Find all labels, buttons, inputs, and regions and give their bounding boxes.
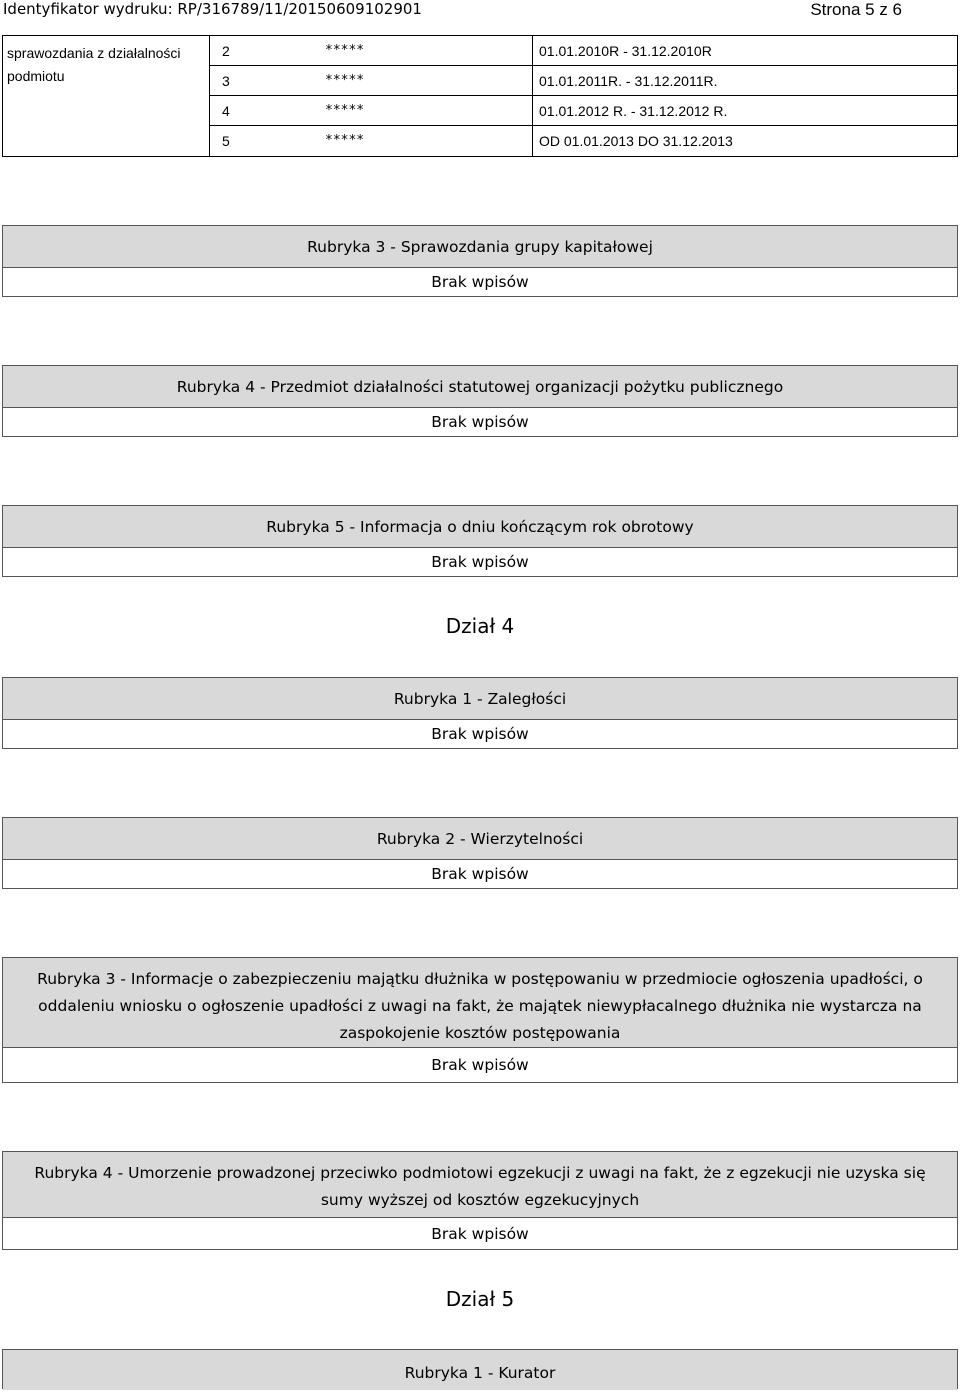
section-title	[3, 958, 957, 1048]
section-title-line: sumy wyższej od kosztów egzekucyjnych	[320, 1191, 640, 1209]
section-d4-rubryka-2	[2, 817, 958, 889]
table-row	[210, 66, 957, 96]
row-code: *****	[325, 103, 365, 118]
row-code: *****	[325, 133, 365, 148]
row-number: 4	[222, 103, 230, 119]
table-row	[210, 126, 957, 156]
dzial-4-heading: Dział 4	[445, 614, 515, 638]
section-d4-rubryka-4	[2, 1151, 958, 1250]
row-period: 01.01.2010R - 31.12.2010R	[532, 36, 957, 65]
section-body: Brak wpisów	[431, 273, 529, 291]
section-title-line: zaspokojenie kosztów postępowania	[339, 1024, 621, 1042]
page-number: Strona 5 z 6	[810, 0, 902, 19]
section-d4-rubryka-3	[2, 957, 958, 1083]
section-title: Rubryka 4 - Przedmiot działalności statutowej organizacji pożytku publicznego	[3, 366, 957, 408]
section-title-line: Rubryka 3 - Informacje o zabezpieczeniu majątku dłużnika w postępowaniu w przedmiocie ogłoszenia upadłości, o	[37, 970, 923, 988]
section-title: Rubryka 1 - Kurator	[3, 1350, 957, 1390]
print-identifier: Identyfikator wydruku: RP/316789/11/20150609102901	[3, 0, 422, 18]
row-number: 3	[222, 73, 230, 89]
table-label: sprawozdania z działalności podmiotu	[3, 36, 210, 156]
section-title: Rubryka 3 - Sprawozdania grupy kapitałowej	[3, 226, 957, 268]
section-title-line: oddaleniu wniosku o ogłoszenie upadłości z uwagi na fakt, że majątek niewypłacalnego dłużnika nie wystarcza na	[38, 997, 922, 1015]
section-body: Brak wpisów	[431, 1056, 529, 1074]
section-title: Rubryka 1 - Zaległości	[3, 678, 957, 720]
print-header	[0, 0, 960, 22]
table-row	[210, 36, 957, 66]
row-number: 5	[222, 133, 230, 149]
section-rubryka-4	[2, 365, 958, 437]
section-d4-rubryka-1	[2, 677, 958, 749]
section-body: Brak wpisów	[431, 553, 529, 571]
section-body: Brak wpisów	[431, 865, 529, 883]
section-title	[3, 1152, 957, 1218]
dzial-5-heading: Dział 5	[445, 1287, 515, 1311]
row-number: 2	[222, 43, 230, 59]
section-d5-rubryka-1	[2, 1349, 958, 1389]
row-code: *****	[325, 73, 365, 88]
row-period: OD 01.01.2013 DO 31.12.2013	[532, 126, 957, 156]
section-title-line: Rubryka 4 - Umorzenie prowadzonej przeciwko podmiotowi egzekucji z uwagi na fakt, że z egzekucji nie uzyska się	[34, 1164, 926, 1182]
table-row	[210, 96, 957, 126]
section-rubryka-3	[2, 225, 958, 297]
section-title: Rubryka 2 - Wierzytelności	[3, 818, 957, 860]
row-code: *****	[325, 43, 365, 58]
report-periods-table	[2, 35, 958, 157]
row-period: 01.01.2012 R. - 31.12.2012 R.	[532, 96, 957, 125]
row-period: 01.01.2011R. - 31.12.2011R.	[532, 66, 957, 95]
section-body: Brak wpisów	[431, 1225, 529, 1243]
section-body: Brak wpisów	[431, 413, 529, 431]
section-rubryka-5	[2, 505, 958, 577]
section-body: Brak wpisów	[431, 725, 529, 743]
section-title: Rubryka 5 - Informacja o dniu kończącym rok obrotowy	[3, 506, 957, 548]
